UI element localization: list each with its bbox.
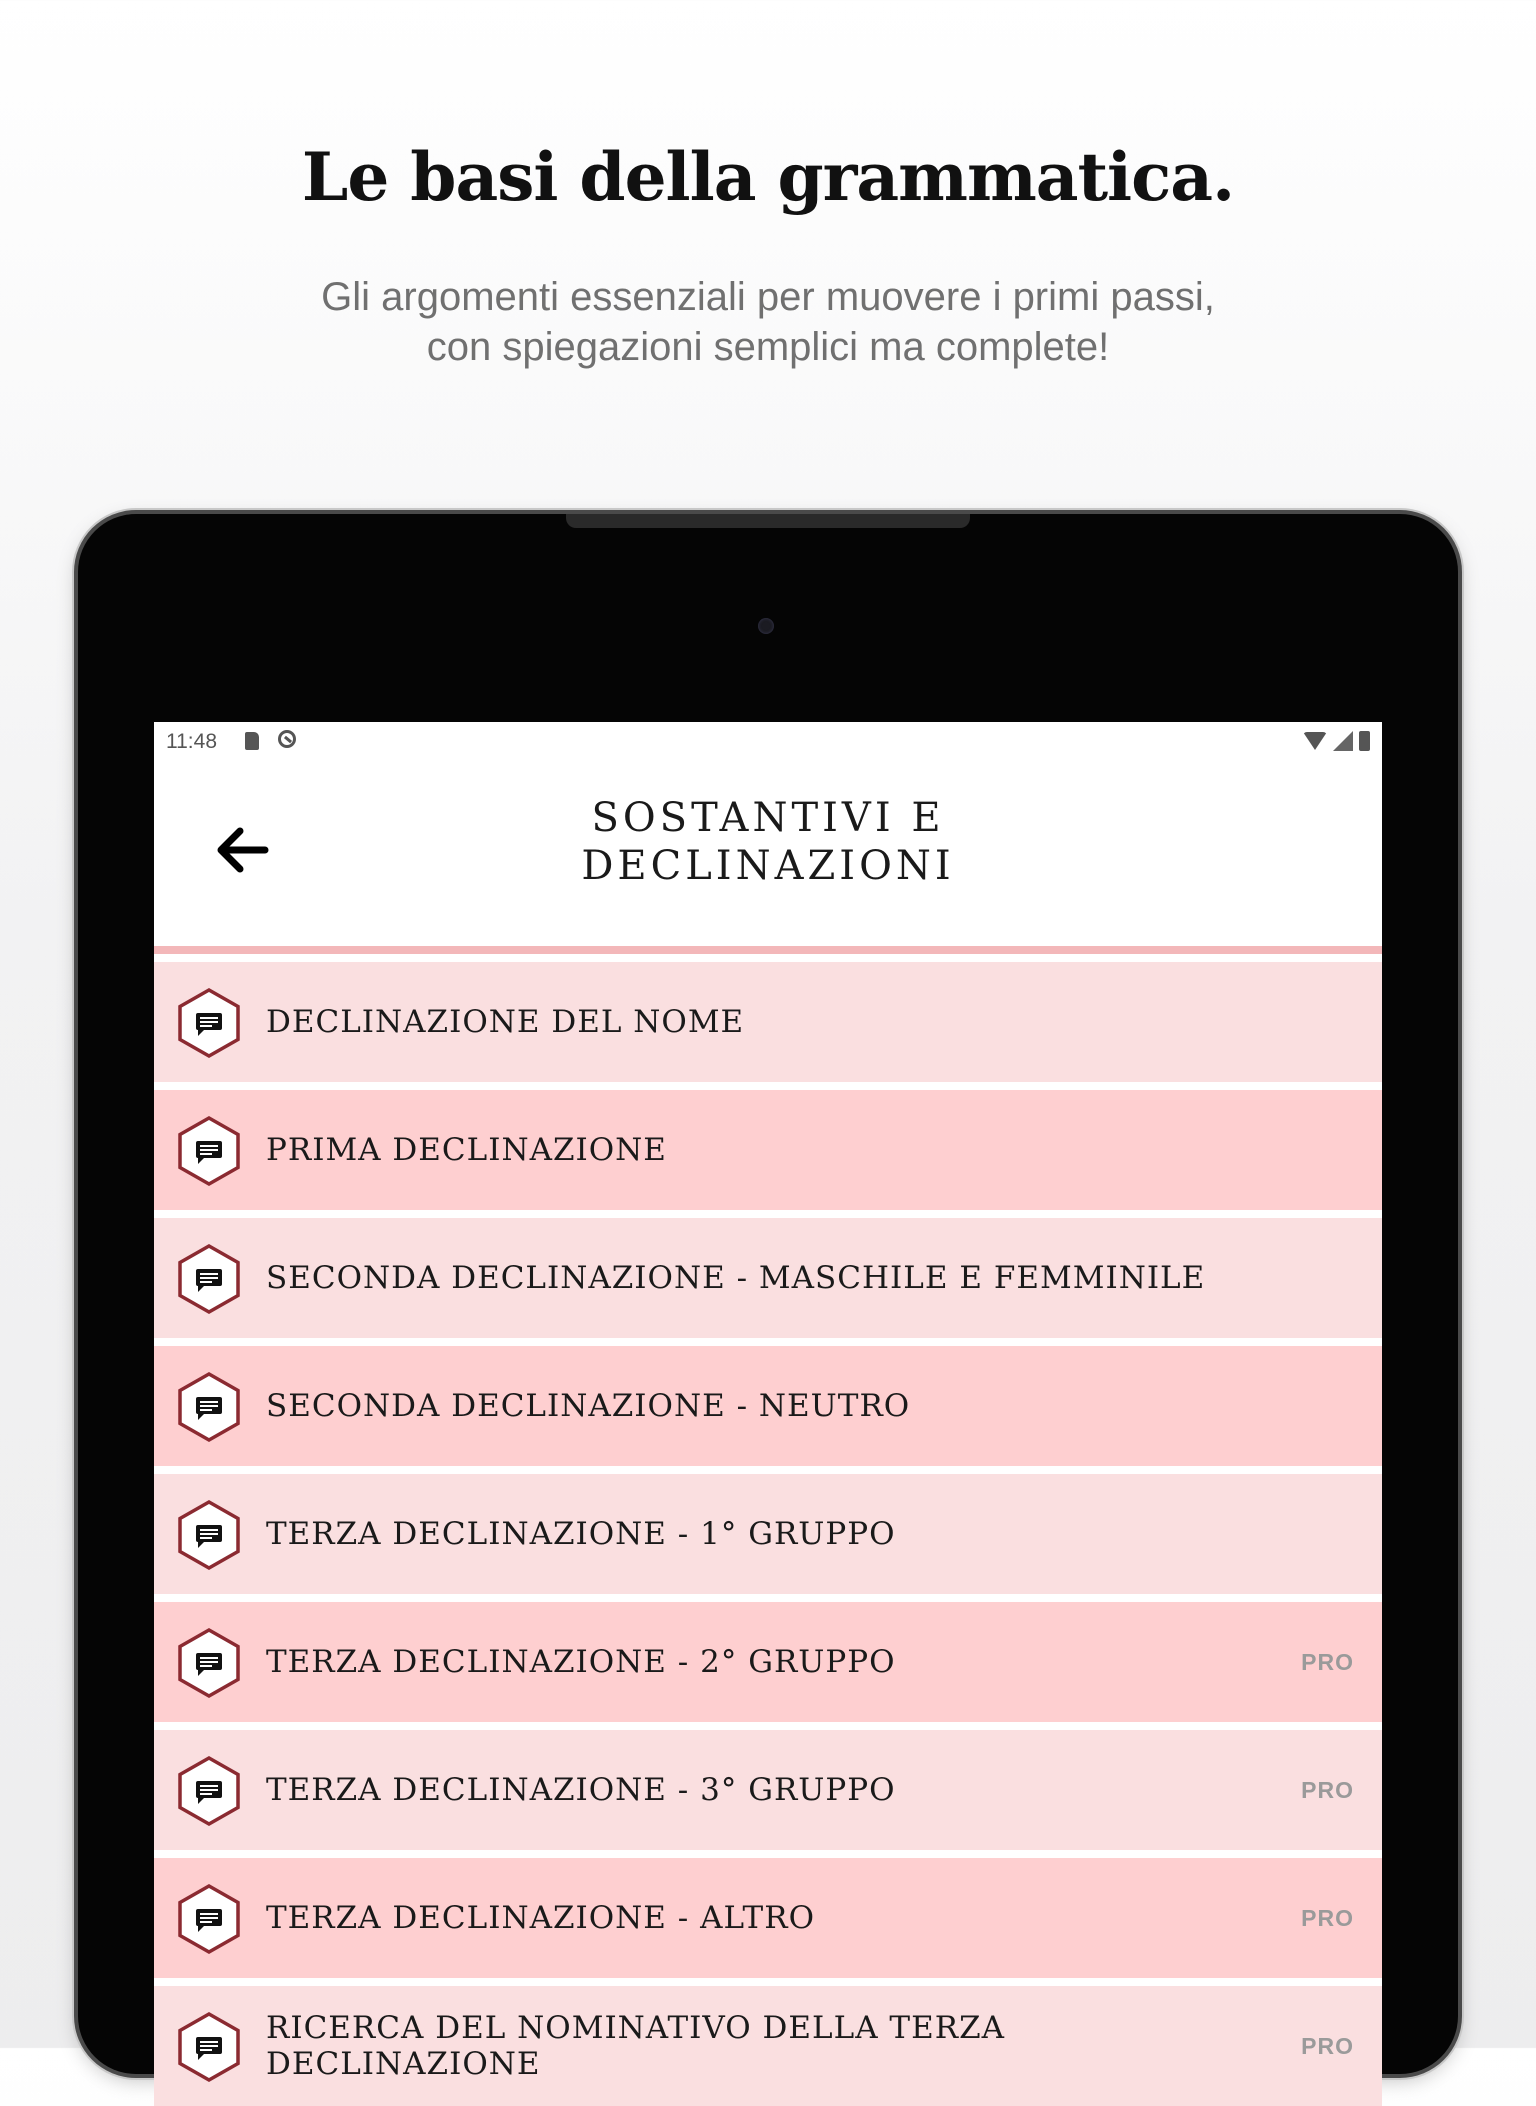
lesson-chat-icon [176, 1243, 242, 1315]
lesson-chat-icon [176, 1115, 242, 1187]
lesson-title: TERZA DECLINAZIONE - 1° GRUPPO [266, 1516, 896, 1552]
lesson-chat-icon [176, 1755, 242, 1827]
lesson-chat-icon [176, 1371, 242, 1443]
lesson-row-6[interactable] [154, 1602, 1382, 1722]
lesson-title: SECONDA DECLINAZIONE - MASCHILE E FEMMINILE [266, 1260, 1206, 1296]
status-icons [1303, 731, 1370, 751]
arrow-left-icon [216, 827, 268, 873]
lesson-chat-icon [176, 1499, 242, 1571]
lesson-title: SECONDA DECLINAZIONE - NEUTRO [266, 1388, 911, 1424]
promo-subtitle-line-1: Gli argomenti essenziali per muovere i primi passi, [321, 275, 1215, 319]
sd-card-icon [245, 732, 259, 750]
status-bar [154, 722, 1382, 760]
lesson-chat-icon [176, 1883, 242, 1955]
status-time: 11:48 [166, 730, 217, 753]
lesson-title: DECLINAZIONE DEL NOME [266, 1004, 745, 1040]
page-title-line-2: DECLINAZIONI [581, 843, 955, 889]
sync-icon [278, 730, 296, 748]
lesson-row-4[interactable] [154, 1346, 1382, 1466]
lesson-row-7[interactable] [154, 1730, 1382, 1850]
lesson-title: RICERCA DEL NOMINATIVO DELLA TERZA DECLINAZIONE [266, 2010, 1006, 2082]
wifi-icon [1303, 732, 1327, 750]
pro-badge: PRO [1301, 1904, 1354, 1931]
lesson-chat-icon [176, 1627, 242, 1699]
promo-headline: Le basi della grammatica. [301, 138, 1235, 216]
back-button[interactable] [212, 820, 272, 880]
lesson-chat-icon [176, 987, 242, 1059]
page-title [354, 794, 1182, 890]
lesson-title: TERZA DECLINAZIONE - 3° GRUPPO [266, 1772, 896, 1808]
front-camera [758, 618, 774, 634]
pro-badge: PRO [1301, 1648, 1354, 1675]
page-title-line-1: SOSTANTIVI E [591, 795, 945, 841]
lesson-row-5[interactable] [154, 1474, 1382, 1594]
lesson-title: TERZA DECLINAZIONE - 2° GRUPPO [266, 1644, 896, 1680]
lesson-row-2[interactable] [154, 1090, 1382, 1210]
lesson-row-9[interactable] [154, 1986, 1382, 2106]
lesson-row-8[interactable] [154, 1858, 1382, 1978]
lesson-row-1[interactable] [154, 962, 1382, 1082]
promo-subtitle [0, 272, 1536, 372]
pro-badge: PRO [1301, 1776, 1354, 1803]
lesson-list [154, 954, 1382, 2106]
pro-badge: PRO [1301, 2032, 1354, 2059]
lesson-title: PRIMA DECLINAZIONE [266, 1132, 667, 1168]
promo-subtitle-line-2: con spiegazioni semplici ma complete! [426, 325, 1110, 369]
battery-icon [1359, 731, 1370, 751]
lesson-chat-icon [176, 2011, 242, 2083]
lesson-row-3[interactable] [154, 1218, 1382, 1338]
tablet-notch [566, 514, 970, 528]
signal-icon [1333, 731, 1353, 751]
app-bar [154, 760, 1382, 954]
app-screen [154, 722, 1382, 2082]
lesson-title: TERZA DECLINAZIONE - ALTRO [266, 1900, 815, 1936]
